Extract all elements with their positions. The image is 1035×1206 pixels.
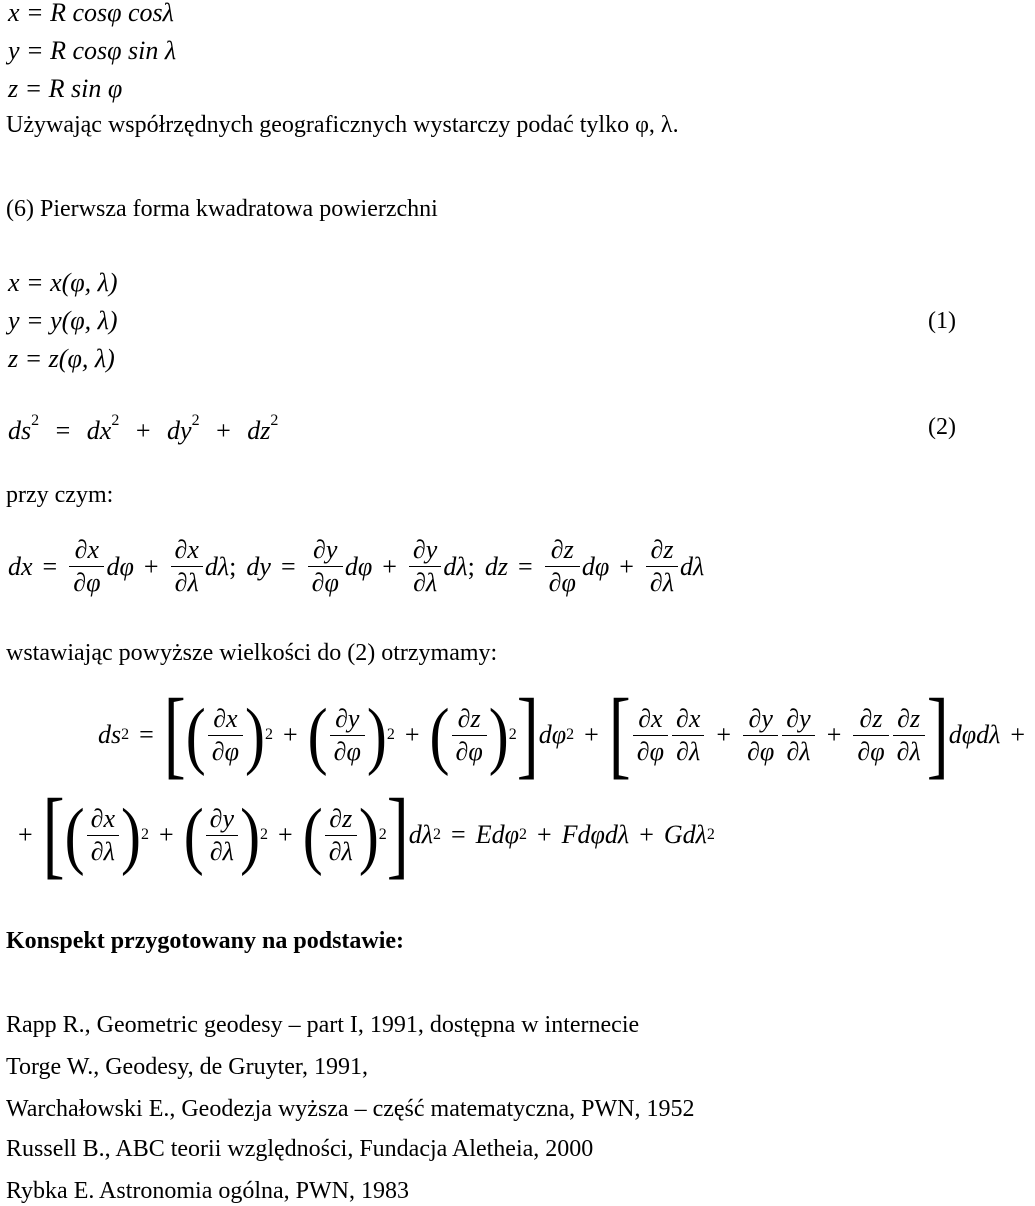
equation-x-param: x = x(φ, λ): [8, 268, 118, 297]
equation-z-param: z = z(φ, λ): [8, 344, 115, 373]
konspekt-heading: Konspekt przygotowany na podstawie:: [6, 928, 405, 954]
reference-5: Rybka E. Astronomia ogólna, PWN, 1983: [6, 1178, 410, 1204]
reference-3: Warchałowski E., Geodezja wyższa – część matematyczna, PWN, 1952: [6, 1096, 695, 1122]
final-equation-line-1: ds 2 = [ ( $\frac{\partial x}{\partial\varphi}$ ) 2 + ( $\frac{\partial y}{\partial\varphi}$ ) 2 + ( $\frac{\partial z}{\partial\varphi}$ ) 2 ] dφ 2 + [ $\frac{\partial x}{\partial\varphi}$ $\frac{\partial x}{\partial\lambda}$ + $\frac{\partial y}{\partial\varphi}$ $\frac{\partial y}{\partial\lambda}$ + $\frac{\partial z}{\partial\varphi}$ $\frac{\partial z}{\partial\lambda}$ ] dφdλ +: [98, 679, 1026, 789]
reference-1: Rapp R., Geometric geodesy – part I, 1991, dostępna w internecie: [6, 1012, 640, 1038]
equation-number-1: (1): [928, 308, 956, 334]
equation-z-spherical: z = R sin φ: [8, 74, 123, 103]
final-equation-line-2: + [ ( $\frac{\partial x}{\partial\lambda}$ ) 2 + ( $\frac{\partial y}{\partial\lambda}$ ) 2 + ( $\frac{\partial z}{\partial\lambda}$ ) 2 ] dλ 2 = Edφ 2 + Fdφdλ + Gdλ 2: [18, 779, 715, 889]
section-heading: (6) Pierwsza forma kwadratowa powierzchni: [6, 196, 438, 222]
equation-x-spherical: x = R cosφ cosλ: [8, 0, 174, 27]
reference-2: Torge W., Geodesy, de Gruyter, 1991,: [6, 1054, 368, 1080]
reference-4: Russell B., ABC teorii względności, Fundacja Aletheia, 2000: [6, 1136, 594, 1162]
equation-y-param: y = y(φ, λ): [8, 306, 118, 335]
note-text: Używając współrzędnych geograficznych wystarczy podać tylko φ, λ.: [6, 112, 679, 138]
przy-czym-label: przy czym:: [6, 482, 114, 508]
equation-number-2: (2): [928, 414, 956, 440]
equation-ds-squared: $ds^2 = dx^2 + dy^2 + dz^2$: [8, 412, 279, 445]
differentials-equation: dx = $\frac{\partial x}{\partial\varphi}$ dφ + $\frac{\partial x}{\partial\lambda}$ dλ ; dy = $\frac{\partial y}{\partial\varphi}$ dφ + $\frac{\partial y}{\partial\lambda}$ dλ ; dz = $\frac{\partial z}{\partial\varphi}$ dφ + $\frac{\partial z}{\partial\lambda}$ dλ: [8, 535, 705, 597]
wstawiajac-text: wstawiając powyższe wielkości do (2) otrzymamy:: [6, 640, 498, 666]
equation-y-spherical: y = R cosφ sin λ: [8, 36, 177, 65]
